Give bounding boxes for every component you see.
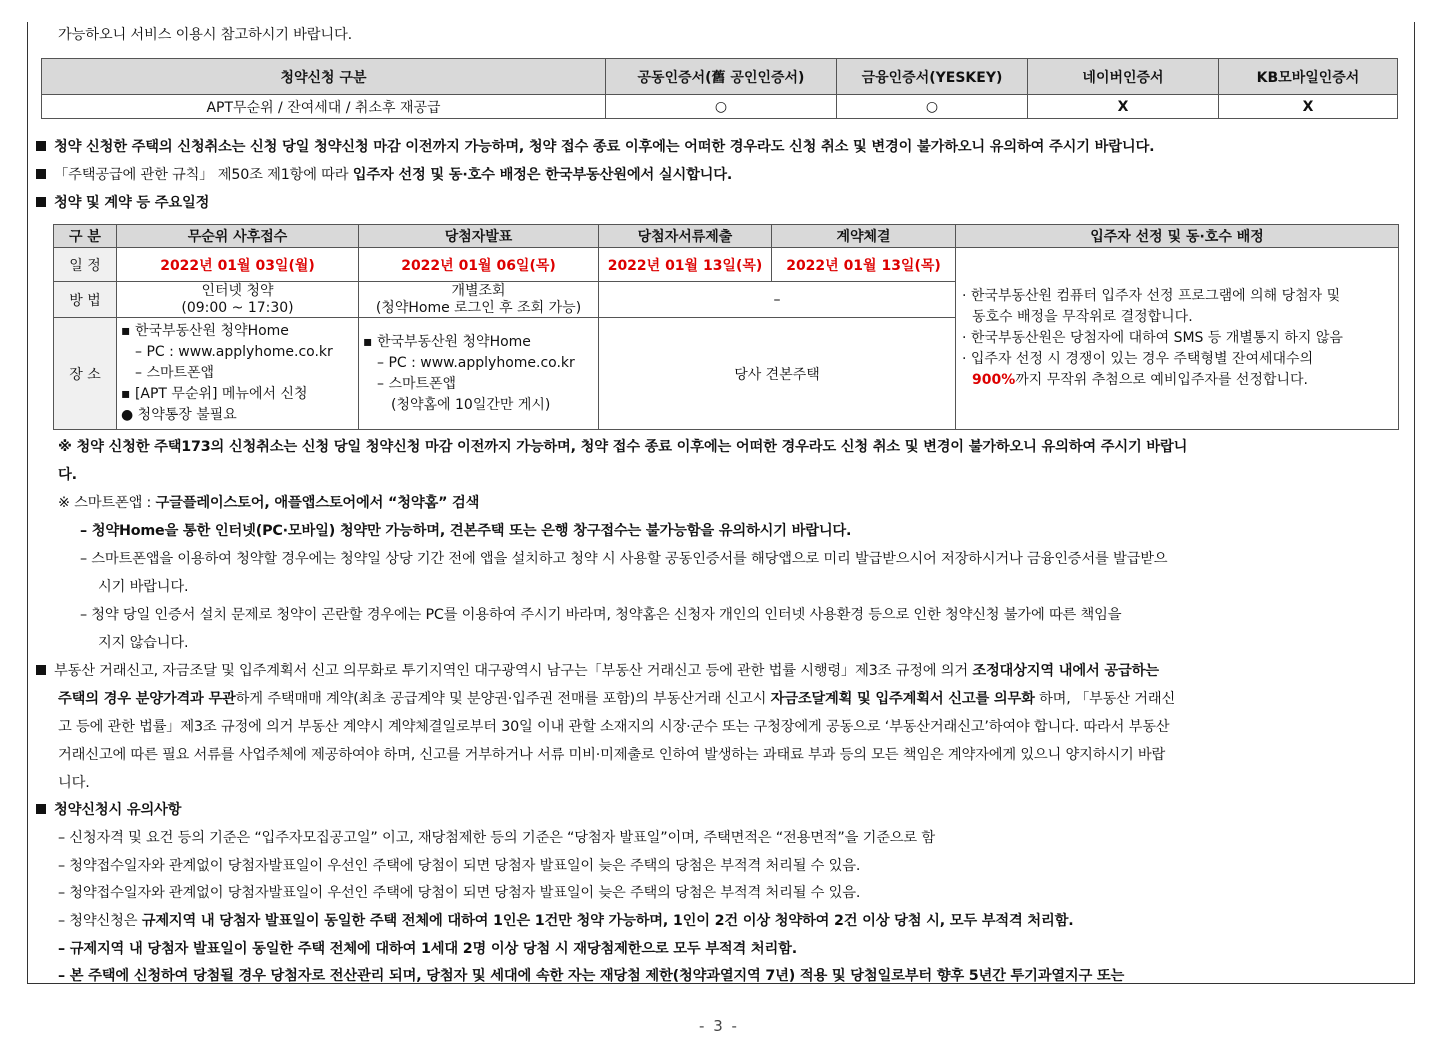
auth-header-joint-cert: 공동인증서(舊 공인인증서): [606, 59, 837, 95]
square-bullet-icon: [36, 141, 46, 151]
sched-date-docs: 2022년 01월 13일(목): [599, 248, 772, 282]
para-report-3: 고 등에 관한 법률」제3조 규정에 의거 부동산 계약시 계약체결일로부터 30일 이내 관할 소재지의 시장·군수 또는 구청장에게 공동으로 ‘부동산거래신고’하여야 합니다. 따라서 부동산: [58, 719, 1170, 735]
sched-header-assign: 입주자 선정 및 동·호수 배정: [956, 225, 1399, 248]
auth-header-financial-cert: 금융인증서(YESKEY): [837, 59, 1028, 95]
caution-6: – 본 주택에 신청하여 당첨될 경우 당첨자로 전산관리 되며, 당첨자 및 세대에 속한 자는 재당첨 제한(청약과열지역 7년) 적용 및 당첨일로부터 향후 5년간 투기과열지구 또는: [58, 968, 1125, 984]
square-bullet-icon: [36, 197, 46, 207]
notice-cancel: 청약 신청한 주택의 신청취소는 신청 당일 청약신청 마감 이전까지 가능하며, 청약 접수 종료 이후에는 어떠한 경우라도 신청 취소 및 변경이 불가하오니 유의하여 주시기 바랍니다.: [36, 136, 1154, 156]
sched-header-apply: 무순위 사후접수: [117, 225, 359, 248]
auth-header-category: 청약신청 구분: [42, 59, 606, 95]
caution-1: – 신청자격 및 요건 등의 기준은 “입주자모집공고일” 이고, 재당첨제한 등의 기준은 “당첨자 발표일”이며, 주택면적은 “전용면적”을 기준으로 함: [58, 830, 935, 846]
note-app-cert-2: 시기 바랍니다.: [98, 579, 189, 595]
sched-date-announce: 2022년 01월 06일(목): [359, 248, 599, 282]
sched-place-contract: 당사 견본주택: [599, 318, 956, 430]
auth-value-naver: X: [1028, 95, 1219, 119]
section-caution-title: 청약신청시 유의사항: [36, 799, 181, 819]
sched-row-method-label: 방 법: [54, 282, 117, 318]
sched-assign-description: · 한국부동산원 컴퓨터 입주자 선정 프로그램에 의해 당첨자 및 동호수 배정을 무작위로 결정합니다. · 한국부동산원은 당첨자에 대하여 SMS 등 개별통지 하지 않음 · 입주자 선정 시 경쟁이 있는 경우 주택형별 잔여세대수의 900%까지 무작위 추첨으로 예비입주자를 선정합니다.: [956, 248, 1399, 430]
auth-value-joint: ○: [606, 95, 837, 119]
schedule-table: [53, 224, 1399, 430]
caution-5: – 규제지역 내 당첨자 발표일이 동일한 주택 전체에 대하여 1세대 2명 이상 당첨 시 재당첨제한으로 모두 부적격 처리함.: [58, 941, 797, 957]
sched-method-apply: 인터넷 청약 (09:00 ~ 17:30): [117, 282, 359, 318]
sched-row-date-label: 일 정: [54, 248, 117, 282]
sched-place-announce: ▪ 한국부동산원 청약Home – PC : www.applyhome.co.kr – 스마트폰앱 (청약홈에 10일간만 게시): [359, 318, 599, 430]
square-bullet-icon: [36, 804, 46, 814]
sched-method-announce: 개별조회 (청약Home 로그인 후 조회 가능): [359, 282, 599, 318]
notice-schedule-title: 청약 및 계약 등 주요일정: [36, 192, 209, 212]
auth-header-kb-cert: KB모바일인증서: [1219, 59, 1398, 95]
notice-assignment: 「주택공급에 관한 규칙」 제50조 제1항에 따라 입주자 선정 및 동·호수 배정은 한국부동산원에서 실시합니다.: [36, 164, 732, 184]
auth-header-naver-cert: 네이버인증서: [1028, 59, 1219, 95]
sched-date-contract: 2022년 01월 13일(목): [772, 248, 956, 282]
sched-header-docs: 당첨자서류제출: [599, 225, 772, 248]
caution-3: – 청약접수일자와 관계없이 당첨자발표일이 우선인 주택에 당첨이 되면 당첨자 발표일이 늦은 주택의 당첨은 부적격 처리될 수 있음.: [58, 885, 861, 901]
caution-2: – 청약접수일자와 관계없이 당첨자발표일이 우선인 주택에 당첨이 되면 당첨자 발표일이 늦은 주택의 당첨은 부적격 처리될 수 있음.: [58, 858, 861, 874]
page-number: - 3 -: [699, 1017, 739, 1035]
document-frame: [27, 22, 1415, 984]
note-app-cert-1: – 스마트폰앱을 이용하여 청약할 경우에는 청약일 상당 기간 전에 앱을 설치하고 청약 시 사용할 공동인증서를 해당앱으로 미리 발급받으시어 저장하시거나 금융인증서를 발급받으: [80, 551, 1168, 567]
note-cancel-2: 다.: [58, 467, 77, 483]
note-pc-2: 지지 않습니다.: [98, 635, 189, 651]
sched-header-announce: 당첨자발표: [359, 225, 599, 248]
auth-value-kb: X: [1219, 95, 1398, 119]
auth-row-category: APT무순위 / 잔여세대 / 취소후 재공급: [42, 95, 606, 119]
para-report-1: 부동산 거래신고, 자금조달 및 입주계획서 신고 의무화로 투기지역인 대구광역시 남구는「부동산 거래신고 등에 관한 법률 시행령」제3조 규정에 의거 조정대상지역 내에서 공급하는: [36, 660, 1159, 680]
note-smartphone-app: ※ 스마트폰앱 : 구글플레이스토어, 애플앱스토어에서 “청약홈” 검색: [58, 495, 480, 511]
sched-place-apply: ▪ 한국부동산원 청약Home – PC : www.applyhome.co.kr – 스마트폰앱 ▪ [APT 무순위] 메뉴에서 신청 ● 청약통장 불필요: [117, 318, 359, 430]
sched-header-category: 구 분: [54, 225, 117, 248]
square-bullet-icon: [36, 665, 46, 675]
caution-4: – 청약신청은 규제지역 내 당첨자 발표일이 동일한 주택 전체에 대하여 1인은 1건만 청약 가능하며, 1인이 2건 이상 청약하여 2건 이상 당첨 시, 모두 부적격 처리함.: [58, 913, 1074, 929]
intro-line: 가능하오니 서비스 이용시 참고하시기 바랍니다.: [58, 27, 352, 43]
para-report-4: 거래신고에 따른 필요 서류를 사업주체에 제공하여야 하며, 신고를 거부하거나 서류 미비·미제출로 인하여 발생하는 과태료 부과 등의 모든 책임은 계약자에게 있으니 양지하시기 바랍: [58, 747, 1166, 763]
auth-method-table: [41, 58, 1398, 119]
sched-method-docs: –: [599, 282, 956, 318]
sched-date-apply: 2022년 01월 03일(월): [117, 248, 359, 282]
para-report-2: 주택의 경우 분양가격과 무관하게 주택매매 계약(최초 공급계약 및 분양권·입주권 전매를 포함)의 부동산거래 신고시 자금조달계획 및 입주계획서 신고를 의무화 하며, 「부동산 거래신: [58, 691, 1176, 707]
square-bullet-icon: [36, 169, 46, 179]
para-report-5: 니다.: [58, 775, 90, 791]
note-online-only: – 청약Home을 통한 인터넷(PC·모바일) 청약만 가능하며, 견본주택 또는 은행 창구접수는 불가능함을 유의하시기 바랍니다.: [80, 523, 852, 539]
note-pc-1: – 청약 당일 인증서 설치 문제로 청약이 곤란할 경우에는 PC를 이용하여 주시기 바라며, 청약홈은 신청자 개인의 인터넷 사용환경 등으로 인한 청약신청 불가에 따른 책임을: [80, 607, 1122, 623]
sched-row-place-label: 장 소: [54, 318, 117, 430]
auth-value-financial: ○: [837, 95, 1028, 119]
sched-header-contract: 계약체결: [772, 225, 956, 248]
note-cancel-1: ※ 청약 신청한 주택173의 신청취소는 신청 당일 청약신청 마감 이전까지 가능하며, 청약 접수 종료 이후에는 어떠한 경우라도 신청 취소 및 변경이 불가하오니 유의하여 주시기 바랍니: [58, 439, 1188, 455]
